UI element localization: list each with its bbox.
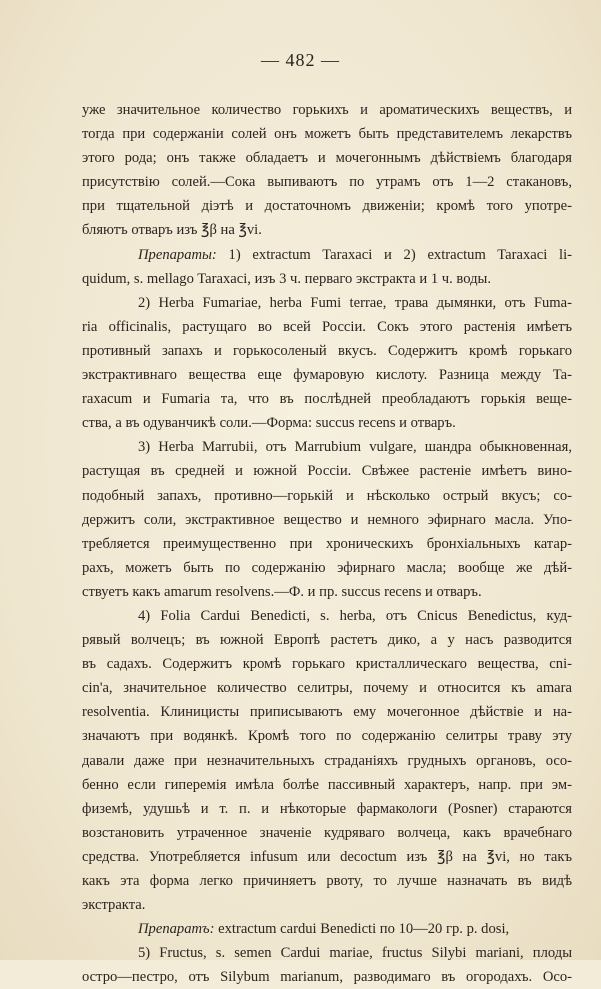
text-line: 4) Folia Cardui Benedicti, s. herba, отъ Cnicus Benedictus, куд- xyxy=(138,607,572,624)
text-line: resolventia. Клиницисты приписываютъ ему мочегонное дѣйствіе и на- xyxy=(82,704,572,721)
text-line: ствуетъ какъ amarum resolvens.—Ф. и пр. succus recens и отваръ. xyxy=(82,583,482,600)
text-line: бляютъ отваръ изъ ℥β на ℥vi. xyxy=(82,222,262,239)
text-line: уже значительное количество горькихъ и ароматическихъ веществъ, и xyxy=(82,102,572,118)
text-line: бенно если гиперемія имѣла болѣе пассивный характеръ, напр. при эм- xyxy=(82,776,572,793)
text-line: ства, а въ одуванчикѣ соли.—Форма: succus recens и отваръ. xyxy=(82,415,456,432)
text-line: этого рода; онъ также обладаетъ и мочегоннымъ дѣйствіемъ благодаря xyxy=(82,150,572,167)
text-line: экстрактивнаго вещества еще фумаровую кислоту. Разница между Ta- xyxy=(82,367,572,384)
text-line: тогда при содержаніи солей онъ можетъ быть представителемъ лекарствъ xyxy=(82,126,572,143)
text-line: возстановить утраченное значеніе кудряваго волчеца, какъ врачебнаго xyxy=(82,824,572,841)
text-line: 5) Fructus, s. semen Cardui mariae, fructus Silybi mariani, плоды xyxy=(138,945,572,962)
section-lead: Препараты: xyxy=(138,246,217,263)
page-text xyxy=(82,98,572,989)
text-line: рахъ, можетъ быть по содержанію эфирнаго масла; вообще же дѣй- xyxy=(82,559,572,576)
text-line: экстракта. xyxy=(82,897,146,914)
text-line: 2) Herba Fumariae, herba Fumi terrae, трава дымянки, отъ Fuma- xyxy=(138,294,572,311)
text-line: держитъ соли, экстрактивное вещество и немного эфирнаго масла. Упо- xyxy=(82,511,572,528)
text-line: при тщательной діэтѣ и достаточномъ движеніи; кромѣ того употре- xyxy=(82,198,572,215)
text-line: рявый волчецъ; въ южной Европѣ растетъ дико, а у насъ разводится xyxy=(82,632,572,649)
text-line: требляется преимущественно при хроническихъ бронхіальныхъ катар- xyxy=(82,535,572,552)
text-line: подобный запахъ, противно—горькій и нѣсколько острый вкусъ; со- xyxy=(82,487,572,504)
text-line: растущая въ средней и южной Россіи. Свѣжее растеніе имѣетъ вино- xyxy=(82,463,572,480)
text-line: cin'a, значительное количество селитры, почему и относится къ amara xyxy=(82,680,572,697)
text-line: въ садахъ. Содержитъ кромѣ горькаго кристаллическаго вещества, cni- xyxy=(82,656,572,673)
text-line: значаютъ при водянкѣ. Кромѣ того по содержанію селитры траву эту xyxy=(82,728,572,745)
text-line: ria officinalis, растущаго во всей Россіи. Сокъ этого растенія имѣетъ xyxy=(82,318,572,335)
text-line: какъ эта форма легко причиняетъ рвоту, то лучше назначать въ видѣ xyxy=(82,873,572,889)
text-line: Препаратъ: extractum cardui Benedicti по 10—20 гр. p. dosi, xyxy=(138,921,510,938)
text-line: физемѣ, удушьѣ и т. п. и нѣкоторые фармакологи (Posner) стараются xyxy=(82,800,572,817)
text-line: остро—пестро, отъ Silybum marianum, разводимаго въ огородахъ. Осо- xyxy=(82,969,572,986)
text-line: противный запахъ и горькосоленый вкусъ. Содержитъ кромѣ горькаго xyxy=(82,342,572,359)
text-line: 3) Herba Marrubii, отъ Marrubium vulgare, шандра обыкновенная, xyxy=(138,439,572,456)
text-line: quidum, s. mellago Taraxaci, изъ 3 ч. перваго экстракта и 1 ч. воды. xyxy=(82,270,491,287)
page-number: — 482 — xyxy=(261,50,340,70)
text-line: raxacum и Fumaria та, что въ послѣдней преобладаютъ горькія веще- xyxy=(82,391,572,408)
text-line: Препараты: 1) extractum Taraxaci и 2) extractum Taraxaci li- xyxy=(138,246,572,263)
section-lead: Препаратъ: xyxy=(138,921,215,938)
text-line: средства. Употребляется infusum или decoctum изъ ℥β на ℥vi, но такъ xyxy=(82,848,572,865)
text-line: присутствію солей.—Сока выпиваютъ по утрамъ отъ 1—2 стакановъ, xyxy=(82,174,572,191)
text-line: давали даже при незначительныхъ страданіяхъ грудныхъ органовъ, осо- xyxy=(82,752,572,769)
